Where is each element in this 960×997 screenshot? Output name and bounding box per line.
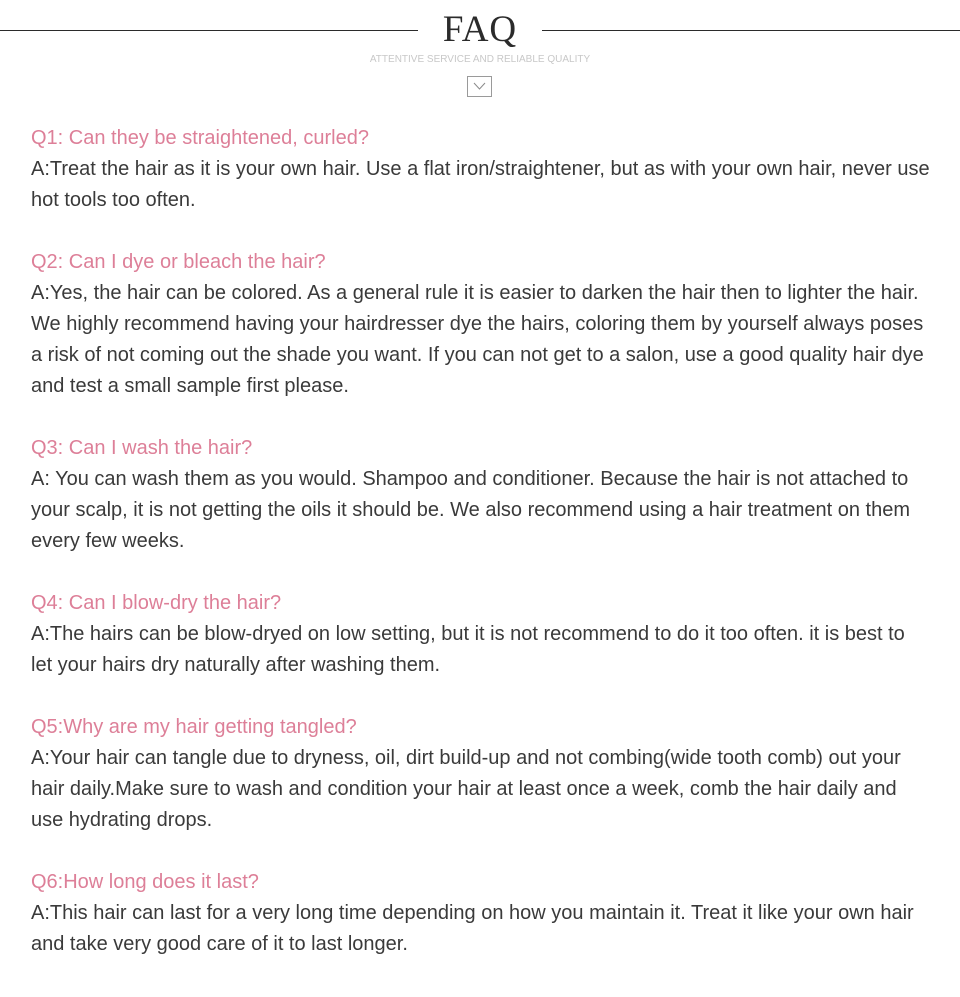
faq-item	[31, 867, 931, 960]
faq-answer: A:Your hair can tangle due to dryness, oil, dirt build-up and not combing(wide tooth comb) out your hair daily.Make sure to wash and condition your hair at least once a week, comb the hair daily and use hydrating drops.	[31, 747, 901, 831]
faq-question: Q3: Can I wash the hair?	[31, 437, 253, 459]
faq-item	[31, 588, 931, 681]
faq-answer: A:Yes, the hair can be colored. As a general rule it is easier to darken the hair then to lighter the hair. We highly recommend having your hairdresser dye the hairs, coloring them by yourself always poses a risk of not coming out the shade you want. If you can not get to a salon, use a good quality hair dye and test a small sample first please.	[31, 282, 924, 397]
faq-question: Q1: Can they be straightened, curled?	[31, 127, 369, 149]
faq-question: Q5:Why are my hair getting tangled?	[31, 716, 357, 738]
expand-toggle-button[interactable]	[467, 76, 492, 97]
faq-item	[31, 123, 931, 216]
faq-item	[31, 712, 931, 836]
faq-answer: A:The hairs can be blow-dryed on low setting, but it is not recommend to do it too often. it is best to let your hairs dry naturally after washing them.	[31, 623, 905, 676]
faq-item	[31, 433, 931, 557]
faq-item	[31, 247, 931, 402]
faq-answer: A: You can wash them as you would. Shampoo and conditioner. Because the hair is not attached to your scalp, it is not getting the oils it should be. We also recommend using a hair treatment on them every few weeks.	[31, 468, 910, 552]
faq-question: Q4: Can I blow-dry the hair?	[31, 592, 282, 614]
page-subtitle: ATTENTIVE SERVICE AND RELIABLE QUALITY	[369, 54, 591, 65]
faq-answer: A:This hair can last for a very long time depending on how you maintain it. Treat it like your own hair and take very good care of it to last longer.	[31, 902, 914, 955]
page-title: FAQ	[442, 9, 518, 50]
faq-header	[0, 0, 960, 110]
faq-list	[31, 123, 931, 991]
chevron-down-icon	[468, 77, 491, 96]
faq-question: Q2: Can I dye or bleach the hair?	[31, 251, 326, 273]
faq-question: Q6:How long does it last?	[31, 871, 259, 893]
faq-answer: A:Treat the hair as it is your own hair. Use a flat iron/straightener, but as with your own hair, never use hot tools too often.	[31, 158, 930, 211]
